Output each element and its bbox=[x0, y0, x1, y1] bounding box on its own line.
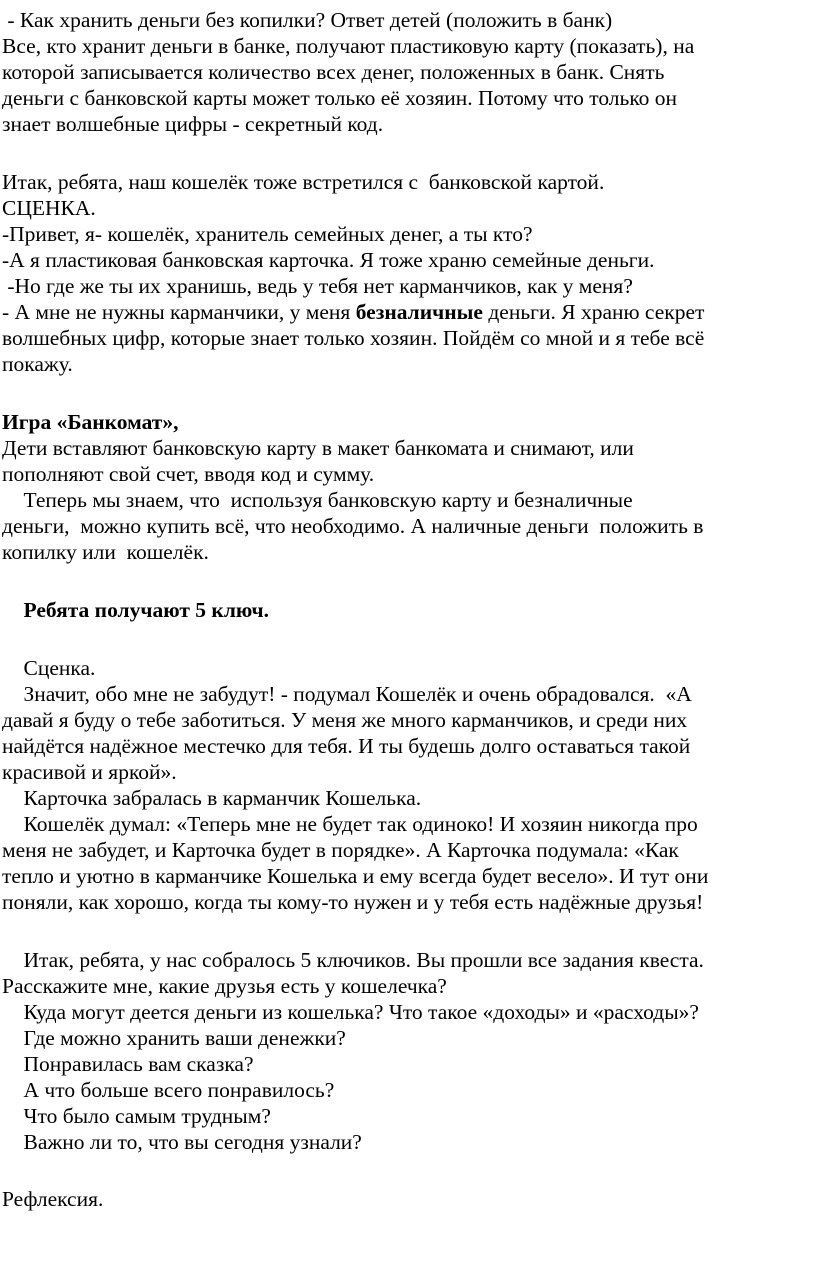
text-line: Рефлексия. bbox=[2, 1187, 104, 1211]
text-line: А что больше всего понравилось? bbox=[2, 1078, 335, 1102]
text-line: Теперь мы знаем, что используя банковскую карту и безналичные bbox=[2, 488, 633, 512]
text-line: Сценка. bbox=[2, 656, 96, 680]
text-line: Все, кто хранит деньги в банке, получают пластиковую карту (показать), на bbox=[2, 34, 695, 58]
bold-term: безналичные bbox=[355, 300, 483, 324]
text-line: -Привет, я- кошелёк, хранитель семейных денег, а ты кто? bbox=[2, 222, 533, 246]
section-heading: Ребята получают 5 ключ. bbox=[2, 598, 269, 622]
section-heading: Игра «Банкомат», bbox=[2, 410, 179, 434]
text-line: Дети вставляют банковскую карту в макет банкомата и снимают, или bbox=[2, 436, 634, 460]
text-line: - Как хранить деньги без копилки? Ответ детей (положить в банк) bbox=[2, 8, 613, 32]
text-line: Итак, ребята, наш кошелёк тоже встретился с банковской картой. bbox=[2, 170, 605, 194]
text-line: Где можно хранить ваши денежки? bbox=[2, 1026, 346, 1050]
text-segment: - А мне не нужны карманчики, у меня bbox=[2, 300, 356, 324]
text-line: Кошелёк думал: «Теперь мне не будет так одиноко! И хозяин никогда про bbox=[2, 812, 698, 836]
text-line: Понравилась вам сказка? bbox=[2, 1052, 254, 1076]
text-line: -Но где же ты их хранишь, ведь у тебя нет карманчиков, как у меня? bbox=[2, 274, 633, 298]
text-line: Итак, ребята, у нас собралось 5 ключиков. Вы прошли все задания квеста. bbox=[2, 948, 704, 972]
text-line: давай я буду о тебе заботиться. У меня же много карманчиков, и среди них bbox=[2, 708, 688, 732]
text-line: деньги, можно купить всё, что необходимо. А наличные деньги положить в bbox=[2, 514, 704, 538]
text-line: пополняют свой счет, вводя код и сумму. bbox=[2, 462, 375, 486]
text-line: СЦЕНКА. bbox=[2, 196, 96, 220]
text-line: Важно ли то, что вы сегодня узнали? bbox=[2, 1130, 362, 1154]
text-segment: деньги. Я храню секрет bbox=[482, 300, 705, 324]
text-line: -А я пластиковая банковская карточка. Я тоже храню семейные деньги. bbox=[2, 248, 655, 272]
text-line: красивой и яркой». bbox=[2, 760, 177, 784]
text-line: тепло и уютно в карманчике Кошелька и ему всегда будет весело». И тут они bbox=[2, 864, 709, 888]
text-line: которой записывается количество всех денег, положенных в банк. Снять bbox=[2, 60, 665, 84]
text-line: Значит, обо мне не забудут! - подумал Кошелёк и очень обрадовался. «А bbox=[2, 682, 692, 706]
text-line: покажу. bbox=[2, 352, 73, 376]
text-line: найдётся надёжное местечко для тебя. И ты будешь долго оставаться такой bbox=[2, 734, 691, 758]
text-line: поняли, как хорошо, когда ты кому-то нужен и у тебя есть надёжные друзья! bbox=[2, 890, 704, 914]
text-line: меня не забудет, и Карточка будет в порядке». А Карточка подумала: «Как bbox=[2, 838, 679, 862]
text-line: Расскажите мне, какие друзья есть у кошелечка? bbox=[2, 974, 447, 998]
text-line: Карточка забралась в карманчик Кошелька. bbox=[2, 786, 422, 810]
text-line: Куда могут деется деньги из кошелька? Что такое «доходы» и «расходы»? bbox=[2, 1000, 699, 1024]
text-line: знает волшебные цифры - секретный код. bbox=[2, 112, 384, 136]
text-line bbox=[2, 299, 704, 325]
text-line: деньги с банковской карты может только её хозяин. Потому что только он bbox=[2, 86, 678, 110]
text-line: волшебных цифр, которые знает только хозяин. Пойдём со мной и я тебе всё bbox=[2, 326, 705, 350]
text-line: Что было самым трудным? bbox=[2, 1104, 271, 1128]
text-line: копилку или кошелёк. bbox=[2, 540, 209, 564]
